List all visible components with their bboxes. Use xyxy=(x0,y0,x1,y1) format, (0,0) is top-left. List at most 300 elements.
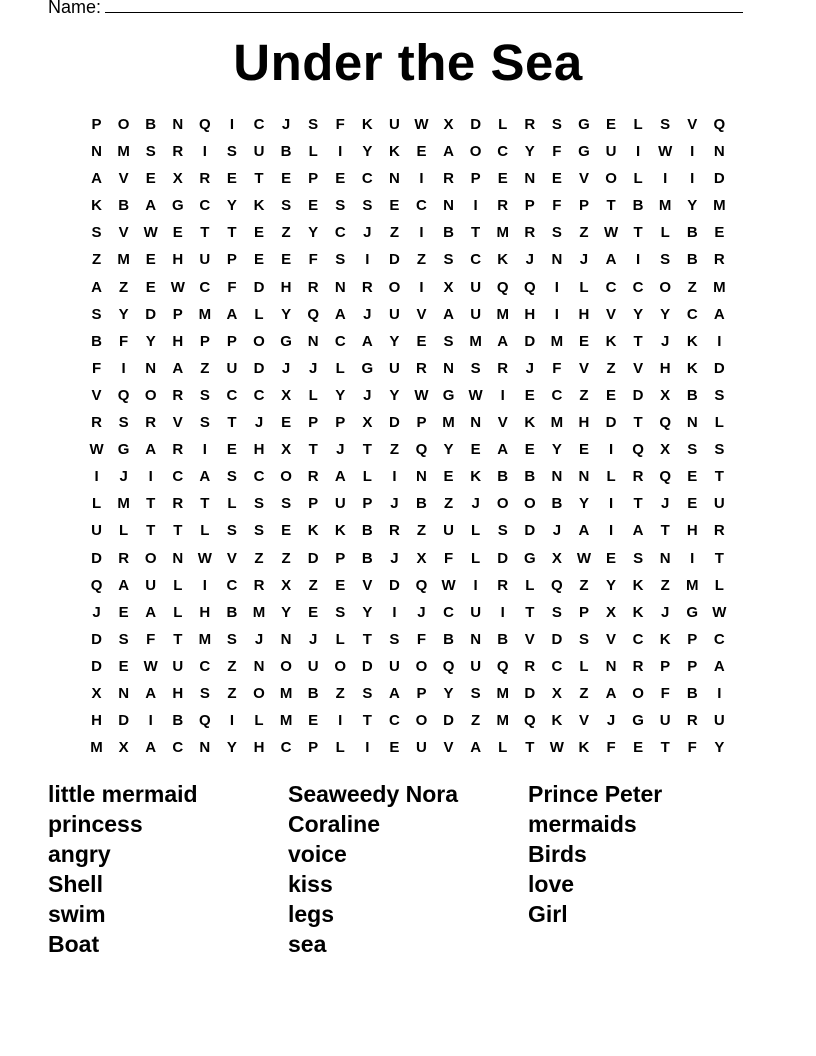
grid-letter: Z xyxy=(281,224,291,242)
grid-letter: O xyxy=(117,116,130,133)
grid-letter: E xyxy=(281,170,292,188)
grid-letter: D xyxy=(605,414,617,432)
grid-letter: L xyxy=(633,116,643,133)
grid-letter: Q xyxy=(415,576,428,594)
grid-letter: E xyxy=(389,739,400,757)
grid-letter: X xyxy=(362,414,373,432)
grid-letter: U xyxy=(145,576,157,594)
grid-row xyxy=(83,436,733,463)
grid-letter: J xyxy=(552,522,562,540)
grid-letter: N xyxy=(686,414,698,432)
grid-letter: F xyxy=(552,359,562,377)
grid-letter: P xyxy=(308,495,319,513)
grid-letter: R xyxy=(172,441,184,459)
grid-letter: E xyxy=(606,549,617,567)
word-list-item: love xyxy=(528,871,575,897)
grid-letter: I xyxy=(365,251,370,269)
grid-letter: R xyxy=(172,495,184,513)
grid-letter: A xyxy=(713,305,725,323)
grid-letter: M xyxy=(279,684,293,702)
grid-letter: U xyxy=(91,522,102,540)
grid-letter: U xyxy=(713,495,725,513)
grid-letter: F xyxy=(552,143,562,161)
grid-letter: D xyxy=(388,414,400,432)
grid-letter: P xyxy=(687,657,698,675)
grid-letter: M xyxy=(550,414,564,432)
grid-letter: T xyxy=(633,414,643,432)
grid-letter: G xyxy=(578,143,590,161)
grid-letter: Y xyxy=(633,305,644,323)
grid-letter: Q xyxy=(632,441,644,459)
grid-letter: B xyxy=(632,197,644,215)
grid-letter: E xyxy=(687,495,698,513)
puzzle-title: Under the Sea xyxy=(233,34,583,91)
grid-letter: P xyxy=(91,116,102,133)
grid-letter: Y xyxy=(687,197,698,215)
grid-letter: R xyxy=(416,359,427,377)
grid-letter: A xyxy=(443,305,454,323)
grid-letter: N xyxy=(524,170,536,188)
grid-letter: Z xyxy=(200,359,210,377)
grid-letter: K xyxy=(659,630,671,648)
grid-letter: X xyxy=(281,386,292,404)
grid-letter: E xyxy=(389,197,400,215)
grid-letter: V xyxy=(443,739,454,757)
word-list-item: angry xyxy=(48,841,111,867)
grid-letter: X xyxy=(606,603,617,621)
grid-letter: M xyxy=(496,712,509,730)
grid-letter: E xyxy=(281,414,292,432)
grid-letter: R xyxy=(713,522,725,540)
grid-letter: L xyxy=(254,305,264,323)
grid-letter: B xyxy=(686,224,698,242)
grid-letter: X xyxy=(443,278,454,296)
grid-letter: R xyxy=(388,522,400,540)
grid-letter: U xyxy=(253,143,265,161)
grid-letter: H xyxy=(578,305,590,323)
grid-letter: I xyxy=(202,441,207,459)
grid-letter: A xyxy=(172,359,184,377)
grid-letter: M xyxy=(686,576,699,594)
grid-letter: N xyxy=(470,630,482,648)
grid-letter: S xyxy=(443,251,454,269)
grid-letter: Y xyxy=(335,386,346,404)
grid-letter: J xyxy=(119,468,128,486)
grid-letter: A xyxy=(497,332,509,350)
grid-letter: W xyxy=(441,576,456,594)
word-list-item: Coraline xyxy=(288,811,381,837)
grid-letter: R xyxy=(524,657,536,675)
grid-letter: Q xyxy=(199,116,211,133)
grid-letter: U xyxy=(659,712,671,730)
grid-letter: F xyxy=(660,684,670,702)
grid-letter: Y xyxy=(226,739,237,757)
grid-letter: P xyxy=(308,170,319,188)
grid-letter: E xyxy=(145,170,156,188)
grid-letter: O xyxy=(659,278,672,296)
grid-letter: I xyxy=(636,251,641,269)
grid-letter: K xyxy=(524,414,536,432)
grid-letter: L xyxy=(525,576,535,594)
grid-letter: I xyxy=(690,549,695,567)
word-list-item: legs xyxy=(288,901,335,927)
grid-letter: F xyxy=(119,332,129,350)
grid-letter: O xyxy=(334,657,347,675)
grid-letter: C xyxy=(551,386,563,404)
grid-letter: W xyxy=(197,549,212,567)
grid-letter: C xyxy=(253,468,265,486)
grid-letter: I xyxy=(608,522,614,540)
grid-letter: E xyxy=(118,603,129,621)
grid-letter: Z xyxy=(389,441,399,459)
grid-letter: S xyxy=(497,522,508,540)
grid-letter: U xyxy=(388,305,400,323)
grid-letter: Y xyxy=(281,305,292,323)
grid-letter: V xyxy=(118,224,129,242)
grid-row xyxy=(83,545,733,572)
grid-letter: C xyxy=(388,712,400,730)
grid-letter: T xyxy=(308,441,318,459)
grid-letter: Y xyxy=(308,224,319,242)
grid-letter: P xyxy=(308,739,319,757)
grid-letter: G xyxy=(523,549,536,567)
grid-letter: F xyxy=(146,630,156,648)
grid-letter: J xyxy=(606,712,616,730)
grid-letter: X xyxy=(91,684,102,702)
grid-letter: L xyxy=(308,143,318,161)
grid-letter: H xyxy=(253,739,265,757)
grid-letter: O xyxy=(253,684,265,702)
grid-letter: B xyxy=(226,603,238,621)
grid-letter: Q xyxy=(199,712,211,730)
grid-letter: I xyxy=(717,684,722,702)
grid-letter: J xyxy=(417,603,426,621)
grid-letter: Q xyxy=(415,441,428,459)
grid-letter: N xyxy=(253,657,265,675)
grid-letter: L xyxy=(714,576,724,594)
grid-letter: C xyxy=(416,197,427,215)
grid-letter: U xyxy=(470,603,482,621)
grid-letter: A xyxy=(91,170,102,188)
grid-letter: S xyxy=(118,630,129,648)
word-list-item: princess xyxy=(48,811,143,837)
grid-letter: A xyxy=(361,332,373,350)
grid-letter: N xyxy=(578,468,590,486)
grid-letter: A xyxy=(145,739,157,757)
grid-letter: O xyxy=(280,468,292,486)
grid-letter: A xyxy=(145,684,157,702)
grid-letter: P xyxy=(687,630,698,648)
grid-letter: C xyxy=(334,332,346,350)
grid-letter: L xyxy=(714,414,724,432)
grid-letter: E xyxy=(145,251,156,269)
grid-letter: N xyxy=(172,116,184,133)
grid-letter: K xyxy=(388,143,400,161)
grid-letter: N xyxy=(713,143,725,161)
grid-letter: V xyxy=(606,305,617,323)
name-underline[interactable] xyxy=(105,0,743,13)
grid-letter: E xyxy=(308,603,319,621)
grid-letter: Z xyxy=(335,684,345,702)
grid-letter: Z xyxy=(254,549,264,567)
grid-letter: G xyxy=(442,386,455,404)
grid-letter: K xyxy=(334,522,346,540)
grid-letter: R xyxy=(172,143,184,161)
grid-row xyxy=(83,246,733,273)
grid-letter: Q xyxy=(713,116,726,133)
grid-letter: J xyxy=(363,224,372,242)
grid-letter: N xyxy=(334,278,346,296)
grid-letter: R xyxy=(145,414,157,432)
grid-letter: C xyxy=(470,251,482,269)
grid-letter: J xyxy=(281,116,291,133)
grid-letter: A xyxy=(605,251,617,269)
grid-letter: M xyxy=(198,630,212,648)
word-list-item: sea xyxy=(288,931,327,957)
grid-letter: E xyxy=(606,116,617,133)
grid-letter: I xyxy=(392,603,397,621)
grid-letter: E xyxy=(687,468,698,486)
grid-letter: N xyxy=(388,170,400,188)
grid-letter: T xyxy=(660,739,670,757)
grid-letter: J xyxy=(336,441,345,459)
word-list-item: Birds xyxy=(528,841,587,867)
grid-letter: I xyxy=(500,603,505,621)
grid-letter: D xyxy=(497,549,509,567)
grid-letter: L xyxy=(119,522,129,540)
grid-letter: J xyxy=(661,495,670,513)
grid-letter: I xyxy=(419,278,424,296)
word-list-item: kiss xyxy=(288,871,333,897)
grid-letter: B xyxy=(416,495,427,513)
grid-letter: K xyxy=(361,116,373,133)
grid-letter: I xyxy=(717,332,722,350)
grid-letter: S xyxy=(199,386,210,404)
grid-letter: C xyxy=(199,657,211,675)
grid-letter: L xyxy=(633,170,643,188)
grid-letter: Q xyxy=(496,657,509,675)
grid-row xyxy=(83,599,733,626)
grid-letter: H xyxy=(172,251,184,269)
grid-letter: A xyxy=(578,522,590,540)
grid-letter: T xyxy=(525,739,535,757)
grid-letter: Z xyxy=(579,684,589,702)
grid-letter: Z xyxy=(281,549,291,567)
grid-letter: E xyxy=(281,251,292,269)
grid-letter: S xyxy=(308,116,319,133)
grid-letter: B xyxy=(443,630,454,648)
grid-letter: T xyxy=(200,224,210,242)
grid-letter: X xyxy=(118,739,129,757)
grid-letter: W xyxy=(576,549,592,567)
grid-letter: E xyxy=(254,224,265,242)
grid-letter: L xyxy=(335,739,345,757)
grid-letter: J xyxy=(363,305,372,323)
grid-letter: D xyxy=(91,630,102,648)
grid-letter: D xyxy=(524,332,536,350)
grid-letter: I xyxy=(690,143,695,161)
grid-letter: C xyxy=(199,197,211,215)
grid-letter: Z xyxy=(579,224,589,242)
grid-letter: V xyxy=(497,414,508,432)
grid-letter: R xyxy=(172,386,184,404)
grid-letter: E xyxy=(254,251,265,269)
grid-letter: W xyxy=(143,657,158,675)
grid-letter: V xyxy=(226,549,237,567)
grid-letter: K xyxy=(470,468,482,486)
grid-letter: U xyxy=(470,657,482,675)
grid-row xyxy=(83,138,733,165)
grid-row xyxy=(83,572,733,599)
grid-letter: Y xyxy=(524,143,535,161)
grid-letter: L xyxy=(335,359,345,377)
grid-letter: S xyxy=(226,143,237,161)
grid-letter: S xyxy=(199,684,210,702)
grid-letter: J xyxy=(363,386,372,404)
grid-letter: G xyxy=(280,332,292,350)
grid-letter: S xyxy=(145,143,156,161)
grid-letter: T xyxy=(633,224,643,242)
grid-row xyxy=(83,165,733,192)
grid-letter: L xyxy=(579,278,589,296)
grid-letter: V xyxy=(578,712,589,730)
grid-letter: R xyxy=(199,170,211,188)
grid-letter: G xyxy=(117,441,130,459)
grid-letter: Z xyxy=(416,251,427,269)
grid-letter: I xyxy=(608,495,614,513)
grid-letter: L xyxy=(308,386,318,404)
grid-letter: A xyxy=(497,441,509,459)
grid-letter: R xyxy=(713,251,725,269)
grid-letter: N xyxy=(416,468,427,486)
grid-letter: Z xyxy=(687,278,697,296)
grid-letter: D xyxy=(253,359,265,377)
grid-letter: W xyxy=(603,224,619,242)
grid-letter: N xyxy=(199,739,211,757)
grid-letter: N xyxy=(551,468,563,486)
grid-letter: B xyxy=(280,143,292,161)
grid-letter: Z xyxy=(443,495,454,513)
grid-letter: F xyxy=(91,359,102,377)
grid-letter: B xyxy=(443,224,454,242)
grid-letter: E xyxy=(172,224,183,242)
grid-letter: M xyxy=(713,278,726,296)
grid-letter: E xyxy=(118,657,129,675)
grid-letter: S xyxy=(226,630,237,648)
grid-letter: H xyxy=(524,305,536,323)
grid-letter: J xyxy=(390,549,399,567)
grid-letter: M xyxy=(117,495,130,513)
grid-letter: S xyxy=(578,630,589,648)
grid-letter: K xyxy=(632,576,644,594)
grid-letter: X xyxy=(281,441,292,459)
grid-letter: D xyxy=(307,549,319,567)
grid-row xyxy=(83,355,733,382)
grid-row xyxy=(83,734,733,761)
grid-letter: D xyxy=(632,386,644,404)
grid-letter: P xyxy=(416,414,427,432)
grid-letter: I xyxy=(419,170,424,188)
grid-letter: S xyxy=(335,251,346,269)
grid-letter: S xyxy=(335,197,346,215)
grid-letter: I xyxy=(229,116,235,133)
grid-letter: A xyxy=(118,576,130,594)
grid-row xyxy=(83,680,733,707)
grid-letter: C xyxy=(334,224,346,242)
grid-letter: T xyxy=(606,197,616,215)
grid-letter: Y xyxy=(578,495,589,513)
grid-letter: C xyxy=(605,278,617,296)
grid-letter: H xyxy=(253,441,265,459)
grid-letter: Y xyxy=(362,143,373,161)
grid-letter: K xyxy=(91,197,102,215)
grid-letter: A xyxy=(334,468,346,486)
grid-letter: D xyxy=(524,522,536,540)
grid-letter: A xyxy=(199,468,211,486)
grid-letter: Y xyxy=(443,441,454,459)
grid-letter: V xyxy=(524,630,535,648)
grid-letter: R xyxy=(443,170,454,188)
grid-letter: C xyxy=(280,739,292,757)
grid-letter: I xyxy=(392,468,397,486)
grid-letter: U xyxy=(226,359,238,377)
grid-letter: X xyxy=(660,386,671,404)
grid-letter: A xyxy=(443,143,454,161)
grid-letter: Y xyxy=(551,441,562,459)
grid-letter: X xyxy=(281,576,292,594)
grid-letter: F xyxy=(552,197,562,215)
grid-letter: W xyxy=(414,386,429,404)
grid-letter: O xyxy=(415,712,428,730)
grid-letter: G xyxy=(632,712,644,730)
grid-letter: U xyxy=(470,278,482,296)
grid-letter: P xyxy=(578,603,589,621)
grid-letter: Y xyxy=(145,332,156,350)
grid-letter: P xyxy=(578,197,589,215)
grid-letter: P xyxy=(226,332,237,350)
word-list-item: swim xyxy=(48,901,106,927)
grid-letter: Z xyxy=(579,386,589,404)
word-list-item: little mermaid xyxy=(48,781,198,807)
grid-letter: J xyxy=(661,332,670,350)
grid-letter: C xyxy=(632,630,644,648)
grid-letter: N xyxy=(443,359,454,377)
grid-letter: A xyxy=(145,441,157,459)
grid-letter: D xyxy=(388,251,400,269)
grid-letter: F xyxy=(335,116,345,133)
grid-letter: P xyxy=(362,495,373,513)
grid-letter: A xyxy=(605,684,617,702)
grid-letter: M xyxy=(279,712,293,730)
grid-letter: X xyxy=(172,170,183,188)
grid-letter: X xyxy=(416,549,427,567)
grid-letter: N xyxy=(307,332,319,350)
grid-letter: C xyxy=(172,739,184,757)
grid-letter: N xyxy=(118,684,130,702)
grid-letter: W xyxy=(468,386,483,404)
grid-letter: S xyxy=(714,386,725,404)
grid-letter: H xyxy=(280,278,292,296)
grid-letter: M xyxy=(117,251,130,269)
word-list-item: Seaweedy Nora xyxy=(288,781,459,807)
grid-letter: V xyxy=(633,359,644,377)
grid-letter: Q xyxy=(117,386,130,404)
grid-letter: L xyxy=(498,116,508,133)
grid-letter: S xyxy=(281,495,292,513)
grid-letter: W xyxy=(414,116,429,133)
grid-letter: C xyxy=(632,278,644,296)
name-line xyxy=(48,0,743,18)
